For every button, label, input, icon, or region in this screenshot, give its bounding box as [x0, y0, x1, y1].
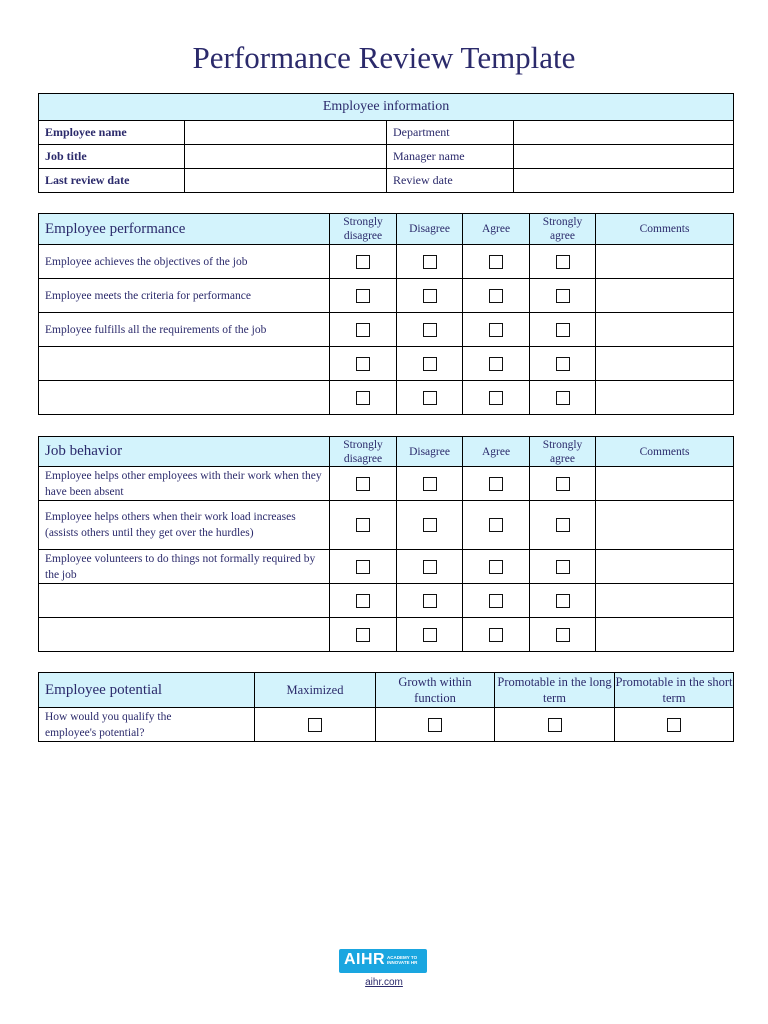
comments-field[interactable] [596, 381, 734, 415]
site-link[interactable]: aihr.com [365, 977, 403, 988]
col-agree: Agree [463, 214, 530, 245]
behavior-item: Employee helps other employees with their work when they have been absent [39, 467, 330, 501]
checkbox[interactable] [489, 289, 503, 303]
checkbox[interactable] [356, 391, 370, 405]
table-row [39, 245, 734, 279]
checkbox[interactable] [556, 477, 570, 491]
review-date-field[interactable] [514, 169, 734, 193]
checkbox[interactable] [489, 323, 503, 337]
checkbox[interactable] [556, 323, 570, 337]
employee-name-field[interactable] [185, 121, 387, 145]
last-review-date-field[interactable] [185, 169, 387, 193]
checkbox[interactable] [556, 560, 570, 574]
job-title-field[interactable] [185, 145, 387, 169]
comments-field[interactable] [596, 584, 734, 618]
col-promotable-short-term: Promotable in the short term [615, 673, 734, 708]
col-strongly-disagree: Strongly disagree [330, 214, 397, 245]
table-row [39, 708, 734, 742]
checkbox[interactable] [423, 628, 437, 642]
behavior-item: Employee helps others when their work load increases (assists others until they get over the hurdles) [39, 501, 330, 550]
employee-info-caption: Employee information [39, 94, 734, 121]
col-agree: Agree [463, 437, 530, 467]
checkbox[interactable] [548, 718, 562, 732]
checkbox[interactable] [423, 391, 437, 405]
behavior-item[interactable] [39, 618, 330, 652]
checkbox[interactable] [489, 391, 503, 405]
checkbox[interactable] [423, 594, 437, 608]
col-disagree: Disagree [397, 214, 463, 245]
employee-name-label: Employee name [39, 121, 185, 145]
col-comments: Comments [596, 214, 734, 245]
performance-item[interactable] [39, 347, 330, 381]
checkbox[interactable] [423, 289, 437, 303]
col-promotable-long-term: Promotable in the long term [495, 673, 615, 708]
table-row [39, 279, 734, 313]
table-row [39, 550, 734, 584]
col-strongly-disagree: Strongly disagree [330, 437, 397, 467]
checkbox[interactable] [423, 255, 437, 269]
checkbox[interactable] [356, 289, 370, 303]
performance-title: Employee performance [39, 214, 330, 245]
logo-text: AIHR [344, 951, 386, 968]
potential-title: Employee potential [39, 673, 255, 708]
table-row [39, 618, 734, 652]
checkbox[interactable] [667, 718, 681, 732]
checkbox[interactable] [556, 357, 570, 371]
checkbox[interactable] [556, 628, 570, 642]
checkbox[interactable] [356, 628, 370, 642]
aihr-logo [339, 949, 427, 973]
checkbox[interactable] [356, 518, 370, 532]
checkbox[interactable] [489, 518, 503, 532]
checkbox[interactable] [489, 628, 503, 642]
checkbox[interactable] [356, 255, 370, 269]
checkbox[interactable] [489, 357, 503, 371]
department-label: Department [387, 121, 514, 145]
comments-field[interactable] [596, 279, 734, 313]
table-row [39, 313, 734, 347]
manager-name-field[interactable] [514, 145, 734, 169]
table-row [39, 584, 734, 618]
checkbox[interactable] [356, 560, 370, 574]
last-review-date-label: Last review date [39, 169, 185, 193]
behavior-title: Job behavior [39, 437, 330, 467]
review-date-label: Review date [387, 169, 514, 193]
behavior-item: Employee volunteers to do things not formally required by the job [39, 550, 330, 584]
comments-field[interactable] [596, 245, 734, 279]
comments-field[interactable] [596, 550, 734, 584]
table-row [39, 467, 734, 501]
logo-tagline: ACADEMY TO INNOVATE HR [387, 955, 418, 965]
comments-field[interactable] [596, 501, 734, 550]
checkbox[interactable] [356, 357, 370, 371]
checkbox[interactable] [489, 255, 503, 269]
comments-field[interactable] [596, 347, 734, 381]
checkbox[interactable] [356, 323, 370, 337]
checkbox[interactable] [428, 718, 442, 732]
performance-item: Employee meets the criteria for performance [39, 279, 330, 313]
page-title: Performance Review Template [192, 40, 576, 75]
checkbox[interactable] [556, 391, 570, 405]
col-comments: Comments [596, 437, 734, 467]
checkbox[interactable] [489, 594, 503, 608]
comments-field[interactable] [596, 467, 734, 501]
col-maximized: Maximized [255, 673, 376, 708]
comments-field[interactable] [596, 618, 734, 652]
job-title-label: Job title [39, 145, 185, 169]
col-strongly-agree: Strongly agree [530, 214, 596, 245]
table-row [39, 347, 734, 381]
behavior-item[interactable] [39, 584, 330, 618]
department-field[interactable] [514, 121, 734, 145]
checkbox[interactable] [556, 255, 570, 269]
col-growth-within-function: Growth within function [376, 673, 495, 708]
checkbox[interactable] [489, 560, 503, 574]
checkbox[interactable] [556, 594, 570, 608]
employee-performance-table [38, 213, 734, 415]
col-strongly-agree: Strongly agree [530, 437, 596, 467]
employee-info-table [38, 93, 734, 193]
col-disagree: Disagree [397, 437, 463, 467]
job-behavior-table [38, 436, 734, 652]
checkbox[interactable] [308, 718, 322, 732]
checkbox[interactable] [423, 477, 437, 491]
checkbox[interactable] [489, 477, 503, 491]
performance-item: Employee achieves the objectives of the job [39, 245, 330, 279]
performance-item[interactable] [39, 381, 330, 415]
checkbox[interactable] [423, 357, 437, 371]
comments-field[interactable] [596, 313, 734, 347]
employee-potential-table [38, 672, 734, 742]
checkbox[interactable] [423, 518, 437, 532]
checkbox[interactable] [556, 289, 570, 303]
table-row [39, 501, 734, 550]
performance-item: Employee fulfills all the requirements of the job [39, 313, 330, 347]
checkbox[interactable] [356, 477, 370, 491]
checkbox[interactable] [556, 518, 570, 532]
checkbox[interactable] [423, 560, 437, 574]
manager-name-label: Manager name [387, 145, 514, 169]
checkbox[interactable] [423, 323, 437, 337]
table-row [39, 381, 734, 415]
checkbox[interactable] [356, 594, 370, 608]
potential-question: How would you qualify the employee's potential? [39, 708, 255, 742]
